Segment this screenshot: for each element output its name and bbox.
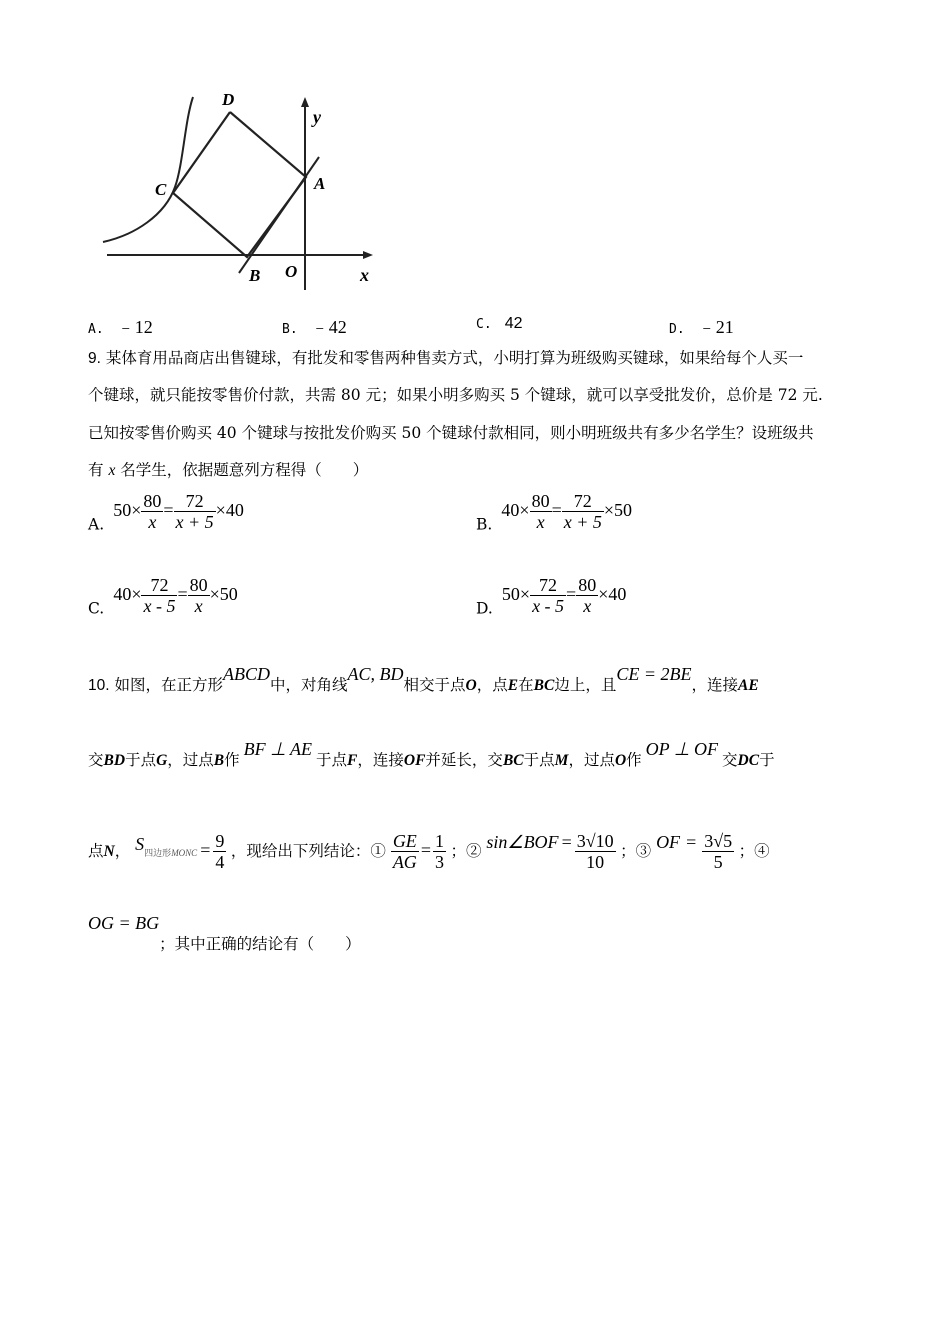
q8-option-b[interactable] <box>282 313 347 339</box>
fraction-one-third <box>433 831 446 872</box>
numerator: GE <box>392 831 417 852</box>
denominator: x <box>583 596 592 616</box>
denominator: x <box>148 512 157 532</box>
segment-of: OF <box>656 832 681 852</box>
q10-text: 相交于点 <box>403 676 466 694</box>
q9-option-c[interactable] <box>88 575 238 618</box>
times-sign: × <box>519 583 531 604</box>
q10-text: 并延长，交 <box>425 751 503 769</box>
equals-sign: = <box>420 840 431 860</box>
fraction-2 <box>562 491 604 532</box>
option-letter: A. <box>88 322 104 337</box>
coordinate-figure <box>95 85 385 295</box>
denominator: x + 5 <box>175 512 214 532</box>
point-o: O <box>614 752 627 769</box>
option-equation <box>113 491 244 532</box>
coef-2: 40 <box>225 499 244 520</box>
option-value: ﹣42 <box>310 317 347 337</box>
point-g: G <box>156 752 168 769</box>
q9-text: 有 <box>88 461 109 479</box>
q10-text: 中，对角线 <box>270 676 348 694</box>
numerator: 80 <box>189 575 208 595</box>
equals-sign: = <box>200 840 211 860</box>
option-equation <box>501 575 627 616</box>
math-og-bg: OG = BG <box>88 913 160 933</box>
q8-option-c[interactable] <box>476 313 523 333</box>
sin-bof: sin∠BOF <box>486 832 559 852</box>
coef-1: 40 <box>501 499 520 520</box>
option-letter: B. <box>282 322 298 337</box>
x-axis-arrow <box>363 251 373 259</box>
q10-text: ；其中正确的结论有（ ） <box>159 935 361 953</box>
equals-sign: = <box>163 499 174 520</box>
q10-text: ，连接 <box>357 751 404 769</box>
option-value: ﹣21 <box>697 317 734 337</box>
segment-bc: BC <box>502 752 524 769</box>
q9-option-b[interactable] <box>476 491 632 534</box>
q10-text: 边上，且 <box>554 676 617 694</box>
denominator: x <box>536 512 545 532</box>
equals-sign: = <box>551 499 562 520</box>
times-sign: × <box>215 499 226 520</box>
q10-text: 在 <box>518 676 534 694</box>
q9-option-a[interactable] <box>88 491 244 534</box>
denominator: 5 <box>713 852 723 873</box>
question-number: 10. <box>88 677 110 694</box>
subscript-cn: 四边形 <box>144 848 172 858</box>
q9-line-3: 已知按零售价购买 40 个键球与按批发价购买 50 个键球付款相同，则小明班级共有多少名学生？设班级共 <box>88 424 814 442</box>
label-x: x <box>360 265 369 285</box>
numerator: 72 <box>530 575 566 596</box>
equals-sign: = <box>686 832 697 852</box>
fraction-2 <box>576 575 598 616</box>
q10-text: 如图，在正方形 <box>114 676 224 694</box>
numerator: 72 <box>562 491 604 512</box>
option-value: 42 <box>504 315 523 332</box>
q10-text: 于点 <box>523 751 555 769</box>
square-abcd <box>173 112 306 257</box>
coef-1: 50 <box>113 499 132 520</box>
q10-line-4 <box>88 913 361 953</box>
option-letter: D. <box>669 322 685 337</box>
equals-sign: = <box>177 583 188 604</box>
point-m: M <box>554 752 569 769</box>
q10-line-3 <box>88 826 770 877</box>
math-bf-perp-ae: BF ⊥ AE <box>243 739 312 759</box>
q10-text: ，现给出下列结论：① <box>230 842 386 860</box>
fraction-1 <box>141 575 177 616</box>
q10-text: 作 <box>626 751 642 769</box>
equals-sign: = <box>561 832 572 852</box>
q10-text: ，点 <box>476 676 508 694</box>
option-equation <box>113 575 238 616</box>
option-letter: A. <box>88 515 105 534</box>
times-sign: × <box>131 499 142 520</box>
denominator: x - 5 <box>532 596 565 616</box>
fraction-2 <box>174 491 216 532</box>
fraction-1 <box>530 491 552 532</box>
q10-text: ；② <box>450 842 482 860</box>
conclusion-3 <box>656 831 739 873</box>
y-axis-arrow <box>301 97 309 107</box>
numerator: 80 <box>531 491 550 511</box>
numerator: 80 <box>143 491 162 511</box>
label-d: D <box>222 90 235 109</box>
hyperbola-curve <box>103 97 193 242</box>
fraction-1 <box>530 575 566 616</box>
denominator: 4 <box>215 852 225 873</box>
q10-text: 作 <box>224 751 240 769</box>
q10-text: 于点 <box>125 751 157 769</box>
times-sign: × <box>519 499 530 520</box>
q10-text: 交 <box>88 751 104 769</box>
q9-line-2: 个键球，就只能按零售价付款，共需 80 元；如果小明多购买 5 个键球，就可以享受批发价，总价是 72 元. <box>88 386 823 404</box>
times-sign: × <box>598 583 609 604</box>
q9-option-d[interactable] <box>476 575 626 618</box>
numerator: 1 <box>434 831 444 852</box>
q10-line-2 <box>88 739 775 770</box>
q10-text: 交 <box>722 751 738 769</box>
option-value: ﹣12 <box>116 317 153 337</box>
numerator: 72 <box>174 491 216 512</box>
segment-ae: AE <box>737 677 759 694</box>
numerator: 9 <box>215 831 225 852</box>
fraction-area <box>213 831 226 872</box>
equals-sign: = <box>566 583 577 604</box>
fraction-3sqrt10-10 <box>575 831 616 872</box>
q8-option-a[interactable] <box>88 313 153 339</box>
q10-text: 于点 <box>316 751 348 769</box>
q8-option-d[interactable] <box>669 313 734 339</box>
times-sign: × <box>603 499 615 520</box>
q10-text: 点 <box>88 842 104 860</box>
times-sign: × <box>131 583 142 604</box>
point-n: N <box>103 843 115 860</box>
numerator: 3√10 <box>576 831 614 852</box>
q9-text: 名学生，依据题意列方程得（ ） <box>115 461 369 479</box>
label-y: y <box>313 107 321 127</box>
numerator: 72 <box>141 575 177 596</box>
denominator: 3 <box>434 852 444 873</box>
denominator: x + 5 <box>563 512 602 532</box>
fraction-2 <box>188 575 210 616</box>
conclusion-2 <box>486 831 620 873</box>
segment-dc: DC <box>737 752 760 769</box>
option-letter: C. <box>476 317 492 332</box>
fraction-1 <box>141 491 163 532</box>
label-o: O <box>285 262 298 281</box>
numerator: 3√5 <box>704 831 733 852</box>
denominator: 10 <box>586 852 605 873</box>
q10-line-1 <box>88 664 759 695</box>
q10-text: ，连接 <box>691 676 738 694</box>
option-letter: C. <box>88 599 105 618</box>
label-b: B <box>249 266 261 285</box>
q10-text: ；④ <box>738 842 770 860</box>
area-subscript <box>144 848 197 858</box>
variable-x: x <box>108 462 116 479</box>
coef-1: 50 <box>501 583 520 604</box>
q9-line-4 <box>88 461 368 480</box>
question-number: 9. <box>88 350 101 367</box>
point-o: O <box>465 677 477 694</box>
subscript-en: MONC <box>171 848 198 858</box>
segment-bc: BC <box>533 677 555 694</box>
math-ac-bd: AC, BD <box>347 664 404 684</box>
q9-line-1 <box>88 349 803 368</box>
coef-2: 50 <box>614 499 633 520</box>
coef-1: 40 <box>113 583 132 604</box>
label-c: C <box>155 180 167 199</box>
denominator: x - 5 <box>143 596 176 616</box>
option-letter: D. <box>476 599 493 618</box>
area-s: S <box>135 834 145 854</box>
conclusion-1 <box>391 831 451 873</box>
fraction-ge-ag <box>391 831 419 872</box>
option-letter: B. <box>476 515 493 534</box>
segment-bd: BD <box>103 752 126 769</box>
q9-text: 某体育用品商店出售键球，有批发和零售两种售卖方式，小明打算为班级购买键球，如果给每个人买一 <box>105 349 804 367</box>
segment-of: OF <box>403 752 426 769</box>
q10-text: 于 <box>759 751 775 769</box>
math-op-perp-of: OP ⊥ OF <box>645 739 719 759</box>
math-abcd: ABCD <box>223 664 271 684</box>
q10-text: ，过点 <box>568 751 615 769</box>
q10-text: ， <box>114 842 131 860</box>
denominator: x <box>194 596 203 616</box>
coef-2: 50 <box>219 583 238 604</box>
q10-text: ；③ <box>620 842 652 860</box>
numerator: 80 <box>578 575 597 595</box>
point-f: F <box>347 752 358 769</box>
fraction-3sqrt5-5 <box>702 831 734 872</box>
point-b: B <box>213 752 225 769</box>
math-ce-2be: CE = 2BE <box>616 664 692 684</box>
coef-2: 40 <box>608 583 627 604</box>
point-e: E <box>507 677 519 694</box>
q10-text: ，过点 <box>167 751 214 769</box>
times-sign: × <box>209 583 220 604</box>
area-formula <box>135 831 231 873</box>
option-equation <box>501 491 633 532</box>
denominator: AG <box>392 852 417 873</box>
label-a: A <box>314 174 326 193</box>
